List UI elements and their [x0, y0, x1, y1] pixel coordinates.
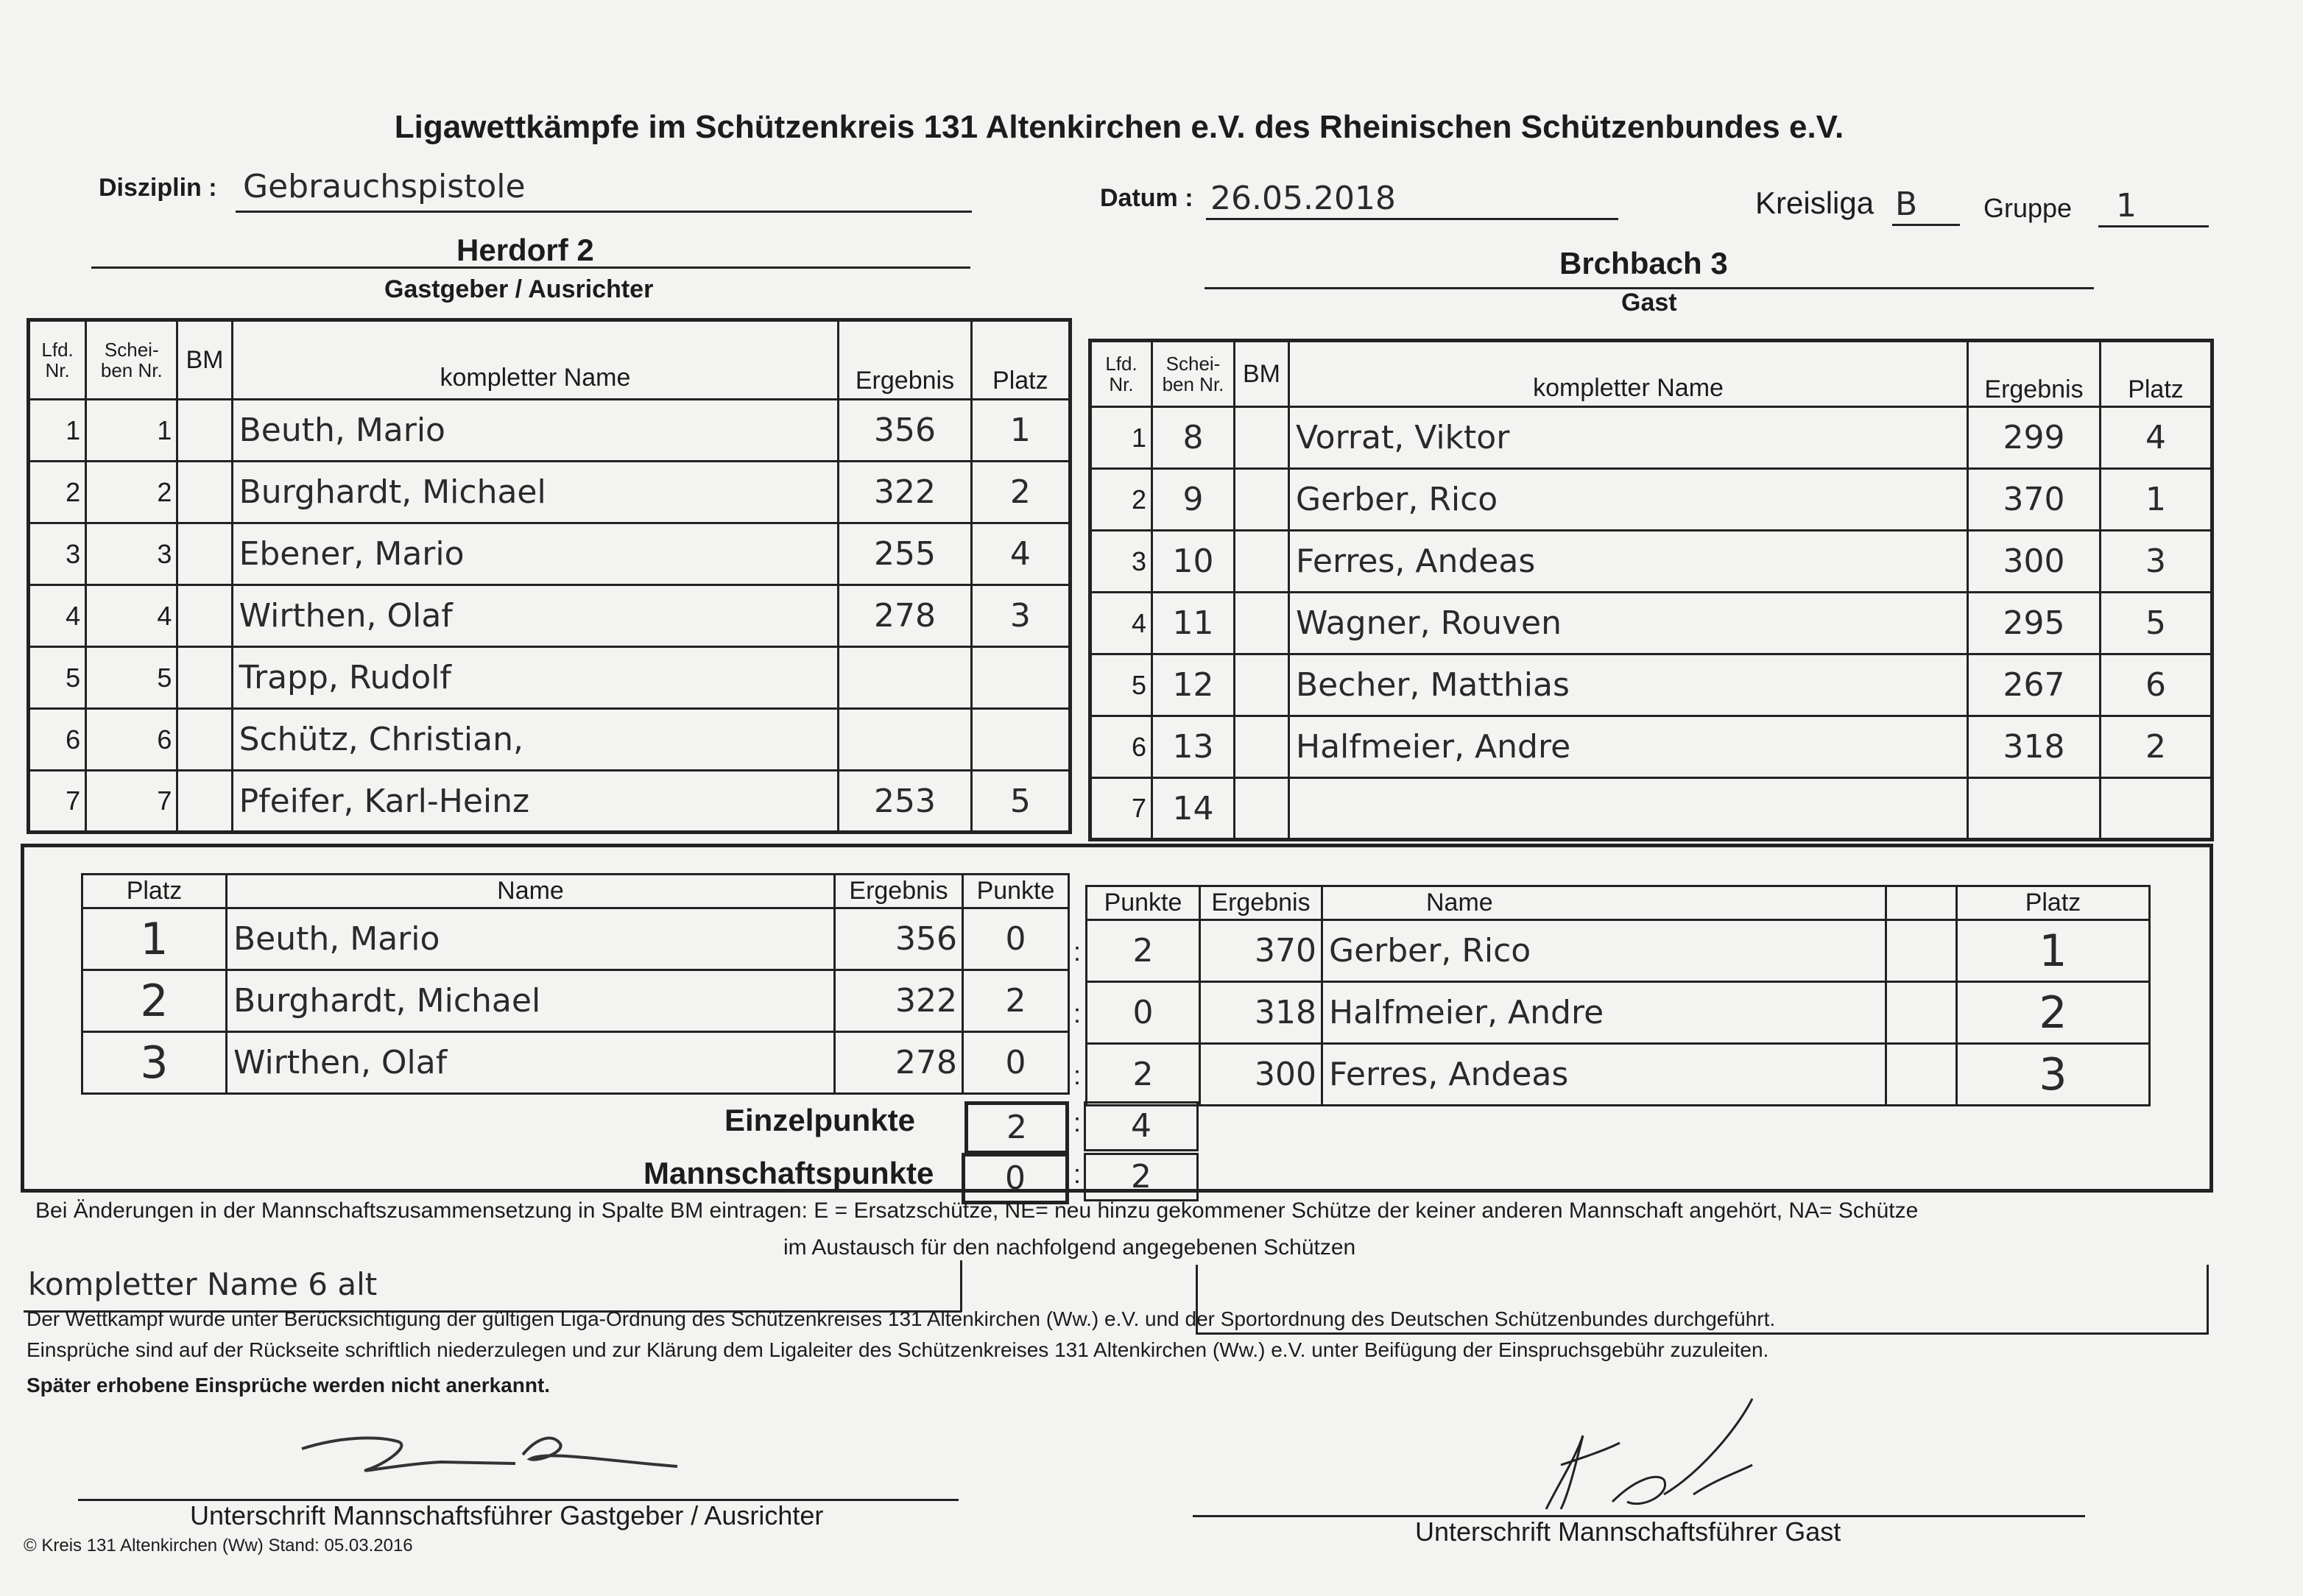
col-platz: Platz — [2101, 341, 2212, 407]
table-row — [1090, 407, 2212, 469]
col-scheiben-nr: Schei- ben Nr. — [86, 320, 177, 400]
guest-team-role: Gast — [1621, 289, 1677, 317]
lfd-cell: 6 — [29, 709, 86, 771]
punkte-cell: 0 — [963, 1032, 1069, 1094]
datum-value: 26.05.2018 — [1210, 180, 1396, 217]
col-platz: Platz — [971, 320, 1070, 400]
score-separator: : — [1073, 936, 1082, 967]
name-cell: Halfmeier, Andre — [1289, 716, 1968, 778]
table-row — [29, 709, 1071, 771]
ergebnis-cell: 356 — [835, 908, 963, 970]
col-punkte: Punkte — [963, 875, 1069, 908]
platz-cell: 4 — [2101, 407, 2212, 469]
home-team-name: Herdorf 2 — [456, 233, 594, 267]
table-row — [1090, 654, 2212, 716]
bm-note-line2: im Austausch für den nachfolgend angegebenen Schützen — [783, 1235, 1356, 1260]
name-cell: Ebener, Mario — [232, 523, 839, 585]
home-signature — [295, 1421, 692, 1480]
table-row — [29, 647, 1071, 709]
result-home-header-row — [82, 875, 1069, 908]
table-row — [29, 585, 1071, 647]
lfd-cell: 2 — [29, 462, 86, 523]
gruppe-value: 1 — [2116, 187, 2137, 225]
name-cell: Burghardt, Michael — [232, 462, 839, 523]
col-platz: Platz — [82, 875, 227, 908]
col-name: kompletter Name — [232, 320, 839, 400]
ergebnis-cell: 370 — [1968, 469, 2101, 531]
punkte-cell: 2 — [1087, 920, 1200, 982]
table-row — [1090, 716, 2212, 778]
bm-cell — [177, 400, 232, 462]
lfd-cell: 5 — [1090, 654, 1152, 716]
punkte-cell: 2 — [963, 970, 1069, 1032]
home-header-row — [29, 320, 1071, 400]
platz-cell: 3 — [2101, 531, 2212, 593]
kreisliga-value: B — [1895, 186, 1918, 223]
bm-cell — [177, 462, 232, 523]
platz-cell: 2 — [2101, 716, 2212, 778]
datum-label: Datum : — [1100, 184, 1193, 212]
table-row — [1087, 982, 2150, 1044]
name-cell: Becher, Matthias — [1289, 654, 1968, 716]
score-separator: : — [1073, 998, 1082, 1028]
mannschaftspunkte-guest: 2 — [1084, 1153, 1199, 1201]
table-row — [1090, 469, 2212, 531]
ergebnis-cell: 278 — [835, 1032, 963, 1094]
name-cell: Ferres, Andeas — [1289, 531, 1968, 593]
name-cell: Gerber, Rico — [1322, 920, 1886, 982]
datum-underline — [1206, 218, 1618, 220]
ergebnis-cell: 300 — [1968, 531, 2101, 593]
gruppe-underline — [2098, 225, 2209, 227]
home-team-underline — [91, 266, 970, 269]
ergebnis-cell: 318 — [1200, 982, 1322, 1044]
scheibe-cell: 2 — [86, 462, 177, 523]
platz-cell — [2101, 778, 2212, 840]
col-bm: BM — [177, 320, 232, 400]
blank-cell — [1886, 920, 1957, 982]
blank-cell — [1886, 982, 1957, 1044]
lfd-cell: 4 — [29, 585, 86, 647]
lfd-cell: 7 — [29, 771, 86, 833]
platz-cell: 1 — [971, 400, 1070, 462]
platz-cell — [971, 709, 1070, 771]
ergebnis-cell: 322 — [835, 970, 963, 1032]
platz-cell: 1 — [2101, 469, 2212, 531]
mannschaftspunkte-separator: : — [1073, 1159, 1082, 1189]
lfd-cell: 4 — [1090, 593, 1152, 654]
name-cell — [1289, 778, 1968, 840]
ergebnis-cell — [1968, 778, 2101, 840]
ergebnis-cell: 322 — [839, 462, 971, 523]
platz-cell: 5 — [2101, 593, 2212, 654]
score-separator: : — [1073, 1060, 1082, 1090]
lfd-cell: 3 — [29, 523, 86, 585]
platz-cell: 3 — [82, 1032, 227, 1094]
scheibe-cell: 8 — [1152, 407, 1235, 469]
col-scheiben-nr: Schei- ben Nr. — [1152, 341, 1235, 407]
punkte-cell: 2 — [1087, 1044, 1200, 1106]
bm-cell — [1235, 407, 1289, 469]
platz-cell: 1 — [82, 908, 227, 970]
platz-cell: 4 — [971, 523, 1070, 585]
bm-cell — [1235, 531, 1289, 593]
name-cell: Beuth, Mario — [232, 400, 839, 462]
platz-cell: 2 — [971, 462, 1070, 523]
name-cell: Halfmeier, Andre — [1322, 982, 1886, 1044]
table-row — [29, 771, 1071, 833]
punkte-cell: 0 — [1087, 982, 1200, 1044]
lfd-cell: 7 — [1090, 778, 1152, 840]
col-lfd-nr: Lfd. Nr. — [1090, 341, 1152, 407]
scheibe-cell: 9 — [1152, 469, 1235, 531]
mannschaftspunkte-label: Mannschaftspunkte — [643, 1156, 934, 1190]
platz-cell: 3 — [971, 585, 1070, 647]
name-cell: Wagner, Rouven — [1289, 593, 1968, 654]
platz-cell: 2 — [1957, 982, 2150, 1044]
home-signature-label: Unterschrift Mannschaftsführer Gastgeber / Ausrichter — [190, 1500, 824, 1530]
platz-cell: 6 — [2101, 654, 2212, 716]
disziplin-value: Gebrauchspistole — [243, 168, 526, 205]
einzelpunkte-separator: : — [1073, 1107, 1082, 1137]
ergebnis-cell: 300 — [1200, 1044, 1322, 1106]
scheibe-cell: 11 — [1152, 593, 1235, 654]
ergebnis-cell: 370 — [1200, 920, 1322, 982]
disziplin-underline — [236, 211, 972, 213]
ergebnis-cell: 295 — [1968, 593, 2101, 654]
name-cell: Vorrat, Viktor — [1289, 407, 1968, 469]
scheibe-cell: 10 — [1152, 531, 1235, 593]
ergebnis-cell: 253 — [839, 771, 971, 833]
col-ergebnis: Ergebnis — [1200, 886, 1322, 920]
guest-team-name: Brchbach 3 — [1559, 246, 1728, 280]
replacement-name-left: kompletter Name 6 alt — [28, 1266, 378, 1302]
guest-signature-label: Unterschrift Mannschaftsführer Gast — [1415, 1516, 1841, 1547]
bm-cell — [177, 523, 232, 585]
platz-cell: 3 — [1957, 1044, 2150, 1106]
ergebnis-cell — [839, 709, 971, 771]
ergebnis-cell: 267 — [1968, 654, 2101, 716]
blank-cell — [1886, 886, 1957, 920]
lfd-cell: 5 — [29, 647, 86, 709]
rules-line1: Der Wettkampf wurde unter Berücksichtigung der gültigen Liga-Ordnung des Schützenkreises 131 Altenkirchen (Ww.) e.V. und der Sportordnung des Deutschen Schützenbundes durchgeführt. — [27, 1307, 1776, 1330]
einzelpunkte-guest: 4 — [1084, 1101, 1199, 1151]
result-guest-header-row — [1087, 886, 2150, 920]
disziplin-label: Disziplin : — [99, 174, 217, 202]
scheibe-cell: 6 — [86, 709, 177, 771]
lfd-cell: 3 — [1090, 531, 1152, 593]
name-cell: Wirthen, Olaf — [232, 585, 839, 647]
blank-cell — [1886, 1044, 1957, 1106]
table-row — [82, 1032, 1069, 1094]
home-roster-table — [27, 318, 1072, 834]
bm-note-line1: Bei Änderungen in der Mannschaftszusammensetzung in Spalte BM eintragen: E = Ersatzschütze, NE= neu hinzu gekommener Schütze der keiner anderen Mannschaft angehört, NA= Schütze — [35, 1198, 1919, 1223]
table-row — [1087, 1044, 2150, 1106]
rules-line2: Einsprüche sind auf der Rückseite schriftlich niederzulegen und zur Klärung dem Ligaleiter des Schützenkreises 131 Altenkirchen (Ww.) e.V. unter Beifügung der Einspruchsgebühr zuzuleiten. — [27, 1338, 1769, 1361]
result-guest-table — [1085, 885, 2151, 1106]
bm-cell — [1235, 778, 1289, 840]
scheibe-cell: 3 — [86, 523, 177, 585]
table-row — [29, 523, 1071, 585]
guest-header-row — [1090, 341, 2212, 407]
scheibe-cell: 12 — [1152, 654, 1235, 716]
col-ergebnis: Ergebnis — [1968, 341, 2101, 407]
lfd-cell: 6 — [1090, 716, 1152, 778]
name-cell: Wirthen, Olaf — [227, 1032, 835, 1094]
home-team-role: Gastgeber / Ausrichter — [384, 275, 654, 303]
scheibe-cell: 14 — [1152, 778, 1235, 840]
col-name: Name — [227, 875, 835, 908]
name-cell: Gerber, Rico — [1289, 469, 1968, 531]
ergebnis-cell — [839, 647, 971, 709]
einzelpunkte-home: 2 — [964, 1101, 1069, 1154]
ergebnis-cell: 278 — [839, 585, 971, 647]
scheibe-cell: 13 — [1152, 716, 1235, 778]
gruppe-label: Gruppe — [1983, 193, 2073, 223]
platz-cell: 2 — [82, 970, 227, 1032]
name-cell: Pfeifer, Karl-Heinz — [232, 771, 839, 833]
table-row — [1090, 531, 2212, 593]
col-lfd-nr: Lfd. Nr. — [29, 320, 86, 400]
table-row — [1090, 593, 2212, 654]
bm-cell — [1235, 469, 1289, 531]
kreisliga-underline — [1892, 224, 1960, 226]
name-cell: Ferres, Andeas — [1322, 1044, 1886, 1106]
bm-cell — [1235, 654, 1289, 716]
col-name: kompletter Name — [1289, 341, 1968, 407]
mannschaftspunkte-home: 0 — [962, 1153, 1069, 1204]
scheibe-cell: 5 — [86, 647, 177, 709]
table-row — [1090, 778, 2212, 840]
name-cell: Trapp, Rudolf — [232, 647, 839, 709]
bm-cell — [1235, 716, 1289, 778]
lfd-cell: 1 — [29, 400, 86, 462]
col-bm: BM — [1235, 341, 1289, 407]
table-row — [82, 970, 1069, 1032]
col-name: Name — [1322, 886, 1886, 920]
ergebnis-cell: 318 — [1968, 716, 2101, 778]
platz-cell: 5 — [971, 771, 1070, 833]
col-platz: Platz — [1957, 886, 2150, 920]
platz-cell — [971, 647, 1070, 709]
table-row — [82, 908, 1069, 970]
kreisliga-label: Kreisliga — [1755, 186, 1875, 220]
copyright-footer: © Kreis 131 Altenkirchen (Ww) Stand: 05.03.2016 — [24, 1536, 413, 1556]
ergebnis-cell: 255 — [839, 523, 971, 585]
punkte-cell: 0 — [963, 908, 1069, 970]
replacement-left-bracket — [960, 1260, 962, 1312]
lfd-cell: 1 — [1090, 407, 1152, 469]
rules-line3: Später erhobene Einsprüche werden nicht anerkannt. — [27, 1374, 551, 1396]
name-cell: Schütz, Christian, — [232, 709, 839, 771]
lfd-cell: 2 — [1090, 469, 1152, 531]
col-punkte: Punkte — [1087, 886, 1200, 920]
scheibe-cell: 4 — [86, 585, 177, 647]
einzelpunkte-label: Einzelpunkte — [724, 1103, 916, 1137]
table-row — [29, 400, 1071, 462]
ergebnis-cell: 299 — [1968, 407, 2101, 469]
guest-signature — [1531, 1391, 1767, 1516]
bm-cell — [1235, 593, 1289, 654]
guest-roster-table — [1088, 339, 2214, 841]
table-row — [29, 462, 1071, 523]
ergebnis-cell: 356 — [839, 400, 971, 462]
name-cell: Beuth, Mario — [227, 908, 835, 970]
col-ergebnis: Ergebnis — [839, 320, 971, 400]
bm-cell — [177, 771, 232, 833]
col-ergebnis: Ergebnis — [835, 875, 963, 908]
page-title: Ligawettkämpfe im Schützenkreis 131 Altenkirchen e.V. des Rheinischen Schützenbundes e.V. — [394, 109, 1844, 145]
bm-cell — [177, 709, 232, 771]
result-home-table — [81, 873, 1070, 1095]
name-cell: Burghardt, Michael — [227, 970, 835, 1032]
table-row — [1087, 920, 2150, 982]
bm-cell — [177, 585, 232, 647]
platz-cell: 1 — [1957, 920, 2150, 982]
scheibe-cell: 7 — [86, 771, 177, 833]
scheibe-cell: 1 — [86, 400, 177, 462]
bm-cell — [177, 647, 232, 709]
